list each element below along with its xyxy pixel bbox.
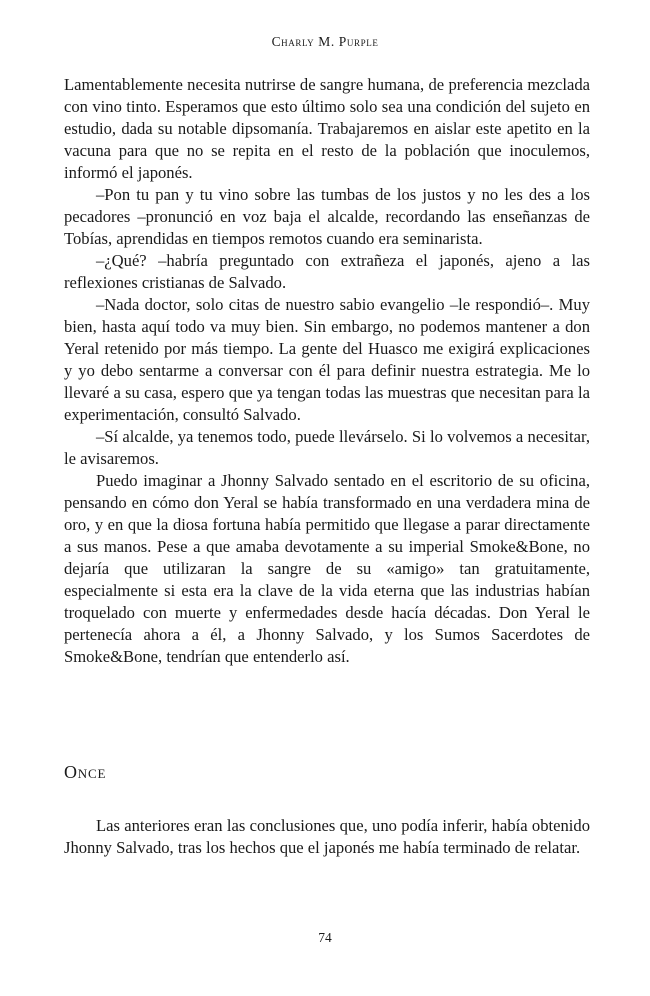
paragraph: Lamentablemente necesita nutrirse de sangre humana, de preferencia mezclada con vino tinto. Esperamos que esto último solo sea una condición del sujeto en estudio, dada su notable dipsomanía. Trabajaremos en aislar este apetito en la vacuna para que no se repita en el resto de la población que inoculemos, informó el japonés. <box>64 75 590 182</box>
page-number: 74 <box>318 930 332 945</box>
chapter-text <box>64 815 590 859</box>
paragraph: –Sí alcalde, ya tenemos todo, puede llevárselo. Si lo volvemos a necesitar, le avisaremos. <box>64 427 590 468</box>
running-head: Charly M. Purple <box>271 34 379 49</box>
paragraph: Las anteriores eran las conclusiones que, uno podía inferir, había obtenido Jhonny Salvado, tras los hechos que el japonés me había terminado de relatar. <box>64 816 590 857</box>
paragraph: Puedo imaginar a Jhonny Salvado sentado en el escritorio de su oficina, pensando en cómo don Yeral se había transformado en una verdadera mina de oro, y en que la diosa fortuna había permitido que llegase a parar directamente a sus manos. Pese a que amaba devotamente a su imperial Smoke&Bone, no dejaría que utilizaran la sangre de su «amigo» tan gratuitamente, especialmente si esta era la clave de la vida eterna que las industrias habían troquelado con muerte y enfermedades desde hacía décadas. Don Yeral le pertenecía ahora a él, a Jhonny Salvado, y los Sumos Sacerdotes de Smoke&Bone, tendrían que entenderlo así. <box>64 471 590 666</box>
chapter-title: Once <box>64 762 107 782</box>
paragraph: –Pon tu pan y tu vino sobre las tumbas de los justos y no les des a los pecadores –pronunció en voz baja el alcalde, recordando las enseñanzas de Tobías, aprendidas en tiempos remotos cuando era seminarista. <box>64 185 590 248</box>
body-text <box>64 74 590 668</box>
paragraph: –¿Qué? –habría preguntado con extrañeza el japonés, ajeno a las reflexiones cristianas de Salvado. <box>64 251 590 292</box>
paragraph: –Nada doctor, solo citas de nuestro sabio evangelio –le respondió–. Muy bien, hasta aquí todo va muy bien. Sin embargo, no podemos mantener a don Yeral retenido por más tiempo. La gente del Huasco me exigirá explicaciones y yo debo sentarme a conversar con él para definir nuestra estrategia. Me lo llevaré a su casa, espero que ya tengan todas las muestras que necesitan para la experimentación, consultó Salvado. <box>64 295 590 424</box>
